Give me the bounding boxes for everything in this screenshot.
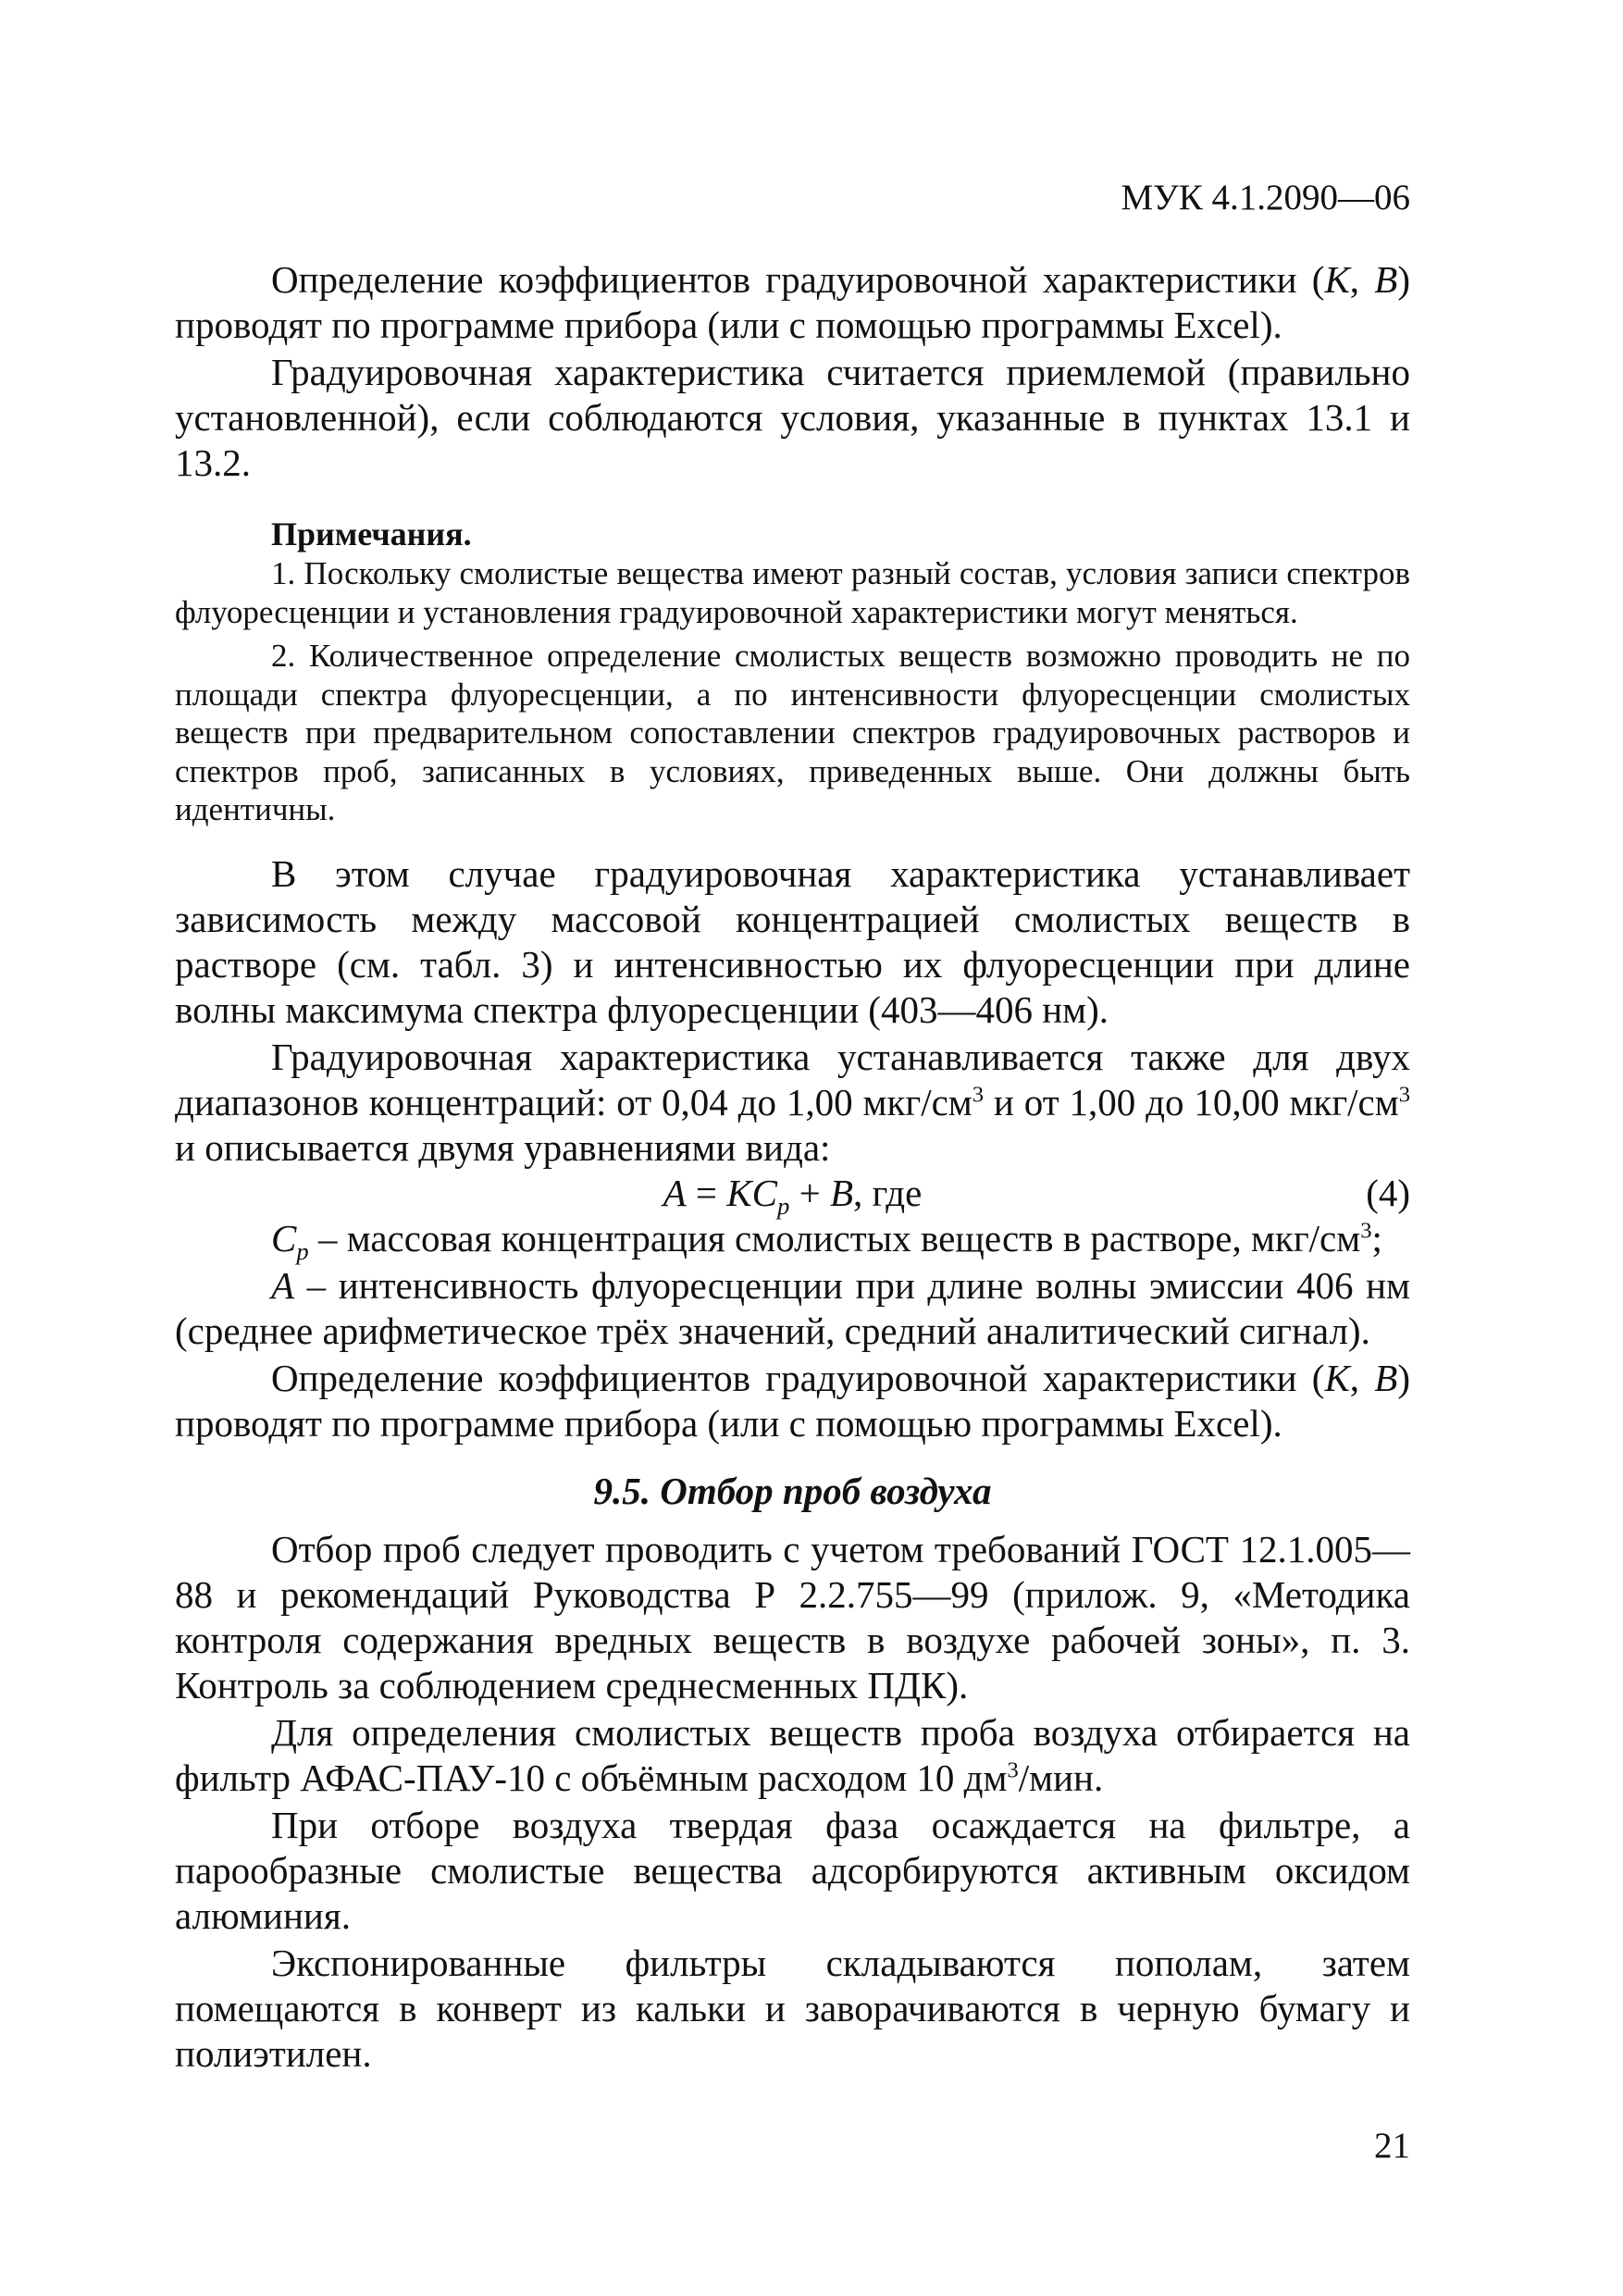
paragraph-dependence: В этом случае градуировочная характеристика устанавливает зависимость между массовой концентрацией смолистых веществ в растворе (см. табл. 3) и интенсивностью их флуоресценции при длине волны максимума спектра флуоресценции (403—406 нм).	[175, 851, 1410, 1031]
paragraph-acceptance: Градуировочная характеристика считается приемлемой (правильно установленной), если соблюдаются условия, указанные в пунктах 13.1 и 13.2.	[175, 351, 1410, 484]
formula-4	[175, 1171, 1410, 1220]
notes-block	[175, 514, 1410, 829]
filter-text-2: /мин.	[1018, 1756, 1104, 1799]
def-cp-text: – массовая концентрация смолистых веществ в растворе, мкг/см	[308, 1216, 1361, 1260]
paragraph-coefficients-2	[175, 1356, 1410, 1446]
symbol-b: B	[1374, 258, 1398, 301]
formula-plus: +	[789, 1171, 830, 1214]
notes-title: Примечания.	[271, 515, 472, 552]
paragraph-sampling-requirements: Отбор проб следует проводить с учетом требований ГОСТ 12.1.005—88 и рекомендаций Руководства Р 2.2.755—99 (прилож. 9, «Методика контроля содержания вредных веществ в воздухе рабочей зоны», п. 3. Контроль за соблюдением среднесменных ПДК).	[175, 1527, 1410, 1706]
symbol-k: K	[1324, 1356, 1350, 1399]
def-symbol-a: A	[271, 1263, 295, 1307]
definition-a	[175, 1263, 1410, 1354]
formula-sub-p: p	[777, 1191, 790, 1220]
formula-where: , где	[853, 1171, 923, 1214]
document-code-header: МУК 4.1.2090—06	[1121, 178, 1410, 217]
def-symbol-c: C	[271, 1216, 297, 1260]
formula-equals: =	[686, 1171, 727, 1214]
paragraph-text: Определение коэффициентов градуировочной характеристики (	[271, 1356, 1325, 1399]
document-page	[175, 176, 1410, 2077]
formula-b: B	[829, 1171, 854, 1214]
formula-k: K	[726, 1171, 752, 1214]
superscript-3: 3	[1360, 1217, 1372, 1243]
paragraph-filter	[175, 1710, 1410, 1801]
note-item-1: 1. Поскольку смолистые вещества имеют разный состав, условия записи спектров флуоресценции и установления градуировочной характеристики могут меняться.	[175, 555, 1410, 630]
formula-number: (4)	[1366, 1171, 1410, 1214]
paragraph-solid-phase: При отборе воздуха твердая фаза осаждается на фильтре, а парообразные смолистые вещества адсорбируются активным оксидом алюминия.	[175, 1803, 1410, 1937]
ranges-text-1: Градуировочная характеристика устанавливается также для двух диапазонов концентраций: от 0,04 до 1,00 мкг/см	[175, 1035, 1410, 1123]
paragraph-ranges	[175, 1035, 1410, 1171]
superscript-3: 3	[972, 1081, 985, 1107]
ranges-text-2: и от 1,00 до 10,00 мкг/см	[984, 1080, 1399, 1123]
ranges-text-3: и описывается двумя уравнениями вида:	[175, 1125, 831, 1169]
paragraph-text-rest: ) проводят по программе прибора (или с помощью программы Excel).	[175, 1356, 1410, 1445]
superscript-3: 3	[1007, 1756, 1019, 1782]
definition-cp	[175, 1216, 1410, 1265]
filter-text-1: Для определения смолистых веществ проба воздуха отбирается на фильтр АФАС-ПАУ-10 с объёмным расходом 10 дм	[175, 1710, 1410, 1799]
note-item-2: 2. Количественное определение смолистых веществ возможно проводить не по площади спектра флуоресценции, а по интенсивности флуоресценции смолистых веществ при предварительном сопоставлении спектров градуировочных растворов и спектров проб, записанных в условиях, приведенных выше. Они должны быть идентичны.	[175, 638, 1410, 827]
symbol-k: K	[1324, 258, 1350, 301]
paragraph-exposed-filters: Экспонированные фильтры складываются пополам, затем помещаются в конверт из кальки и заворачиваются в черную бумагу и полиэтилен.	[175, 1941, 1410, 2075]
formula-a: A	[663, 1171, 687, 1214]
paragraph-text-rest: ) проводят по программе прибора (или с помощью программы Excel).	[175, 258, 1410, 346]
symbol-b: B	[1374, 1356, 1398, 1399]
def-a-text: – интенсивность флуоресценции при длине волны эмиссии 406 нм (среднее арифметическое трёх значений, средний аналитический сигнал).	[175, 1263, 1410, 1352]
def-cp-end: ;	[1371, 1216, 1382, 1260]
paragraph-text: Определение коэффициентов градуировочной характеристики (	[271, 258, 1325, 301]
superscript-3: 3	[1398, 1081, 1410, 1107]
section-title-air-sampling: 9.5. Отбор проб воздуха	[593, 1469, 992, 1512]
page-number: 21	[1374, 2126, 1410, 2166]
formula-expression	[663, 1171, 923, 1220]
comma: ,	[1349, 1356, 1375, 1399]
paragraph-coefficients-1	[175, 257, 1410, 348]
formula-c: C	[751, 1171, 778, 1214]
comma: ,	[1349, 258, 1375, 301]
def-sub-p: p	[296, 1236, 309, 1265]
